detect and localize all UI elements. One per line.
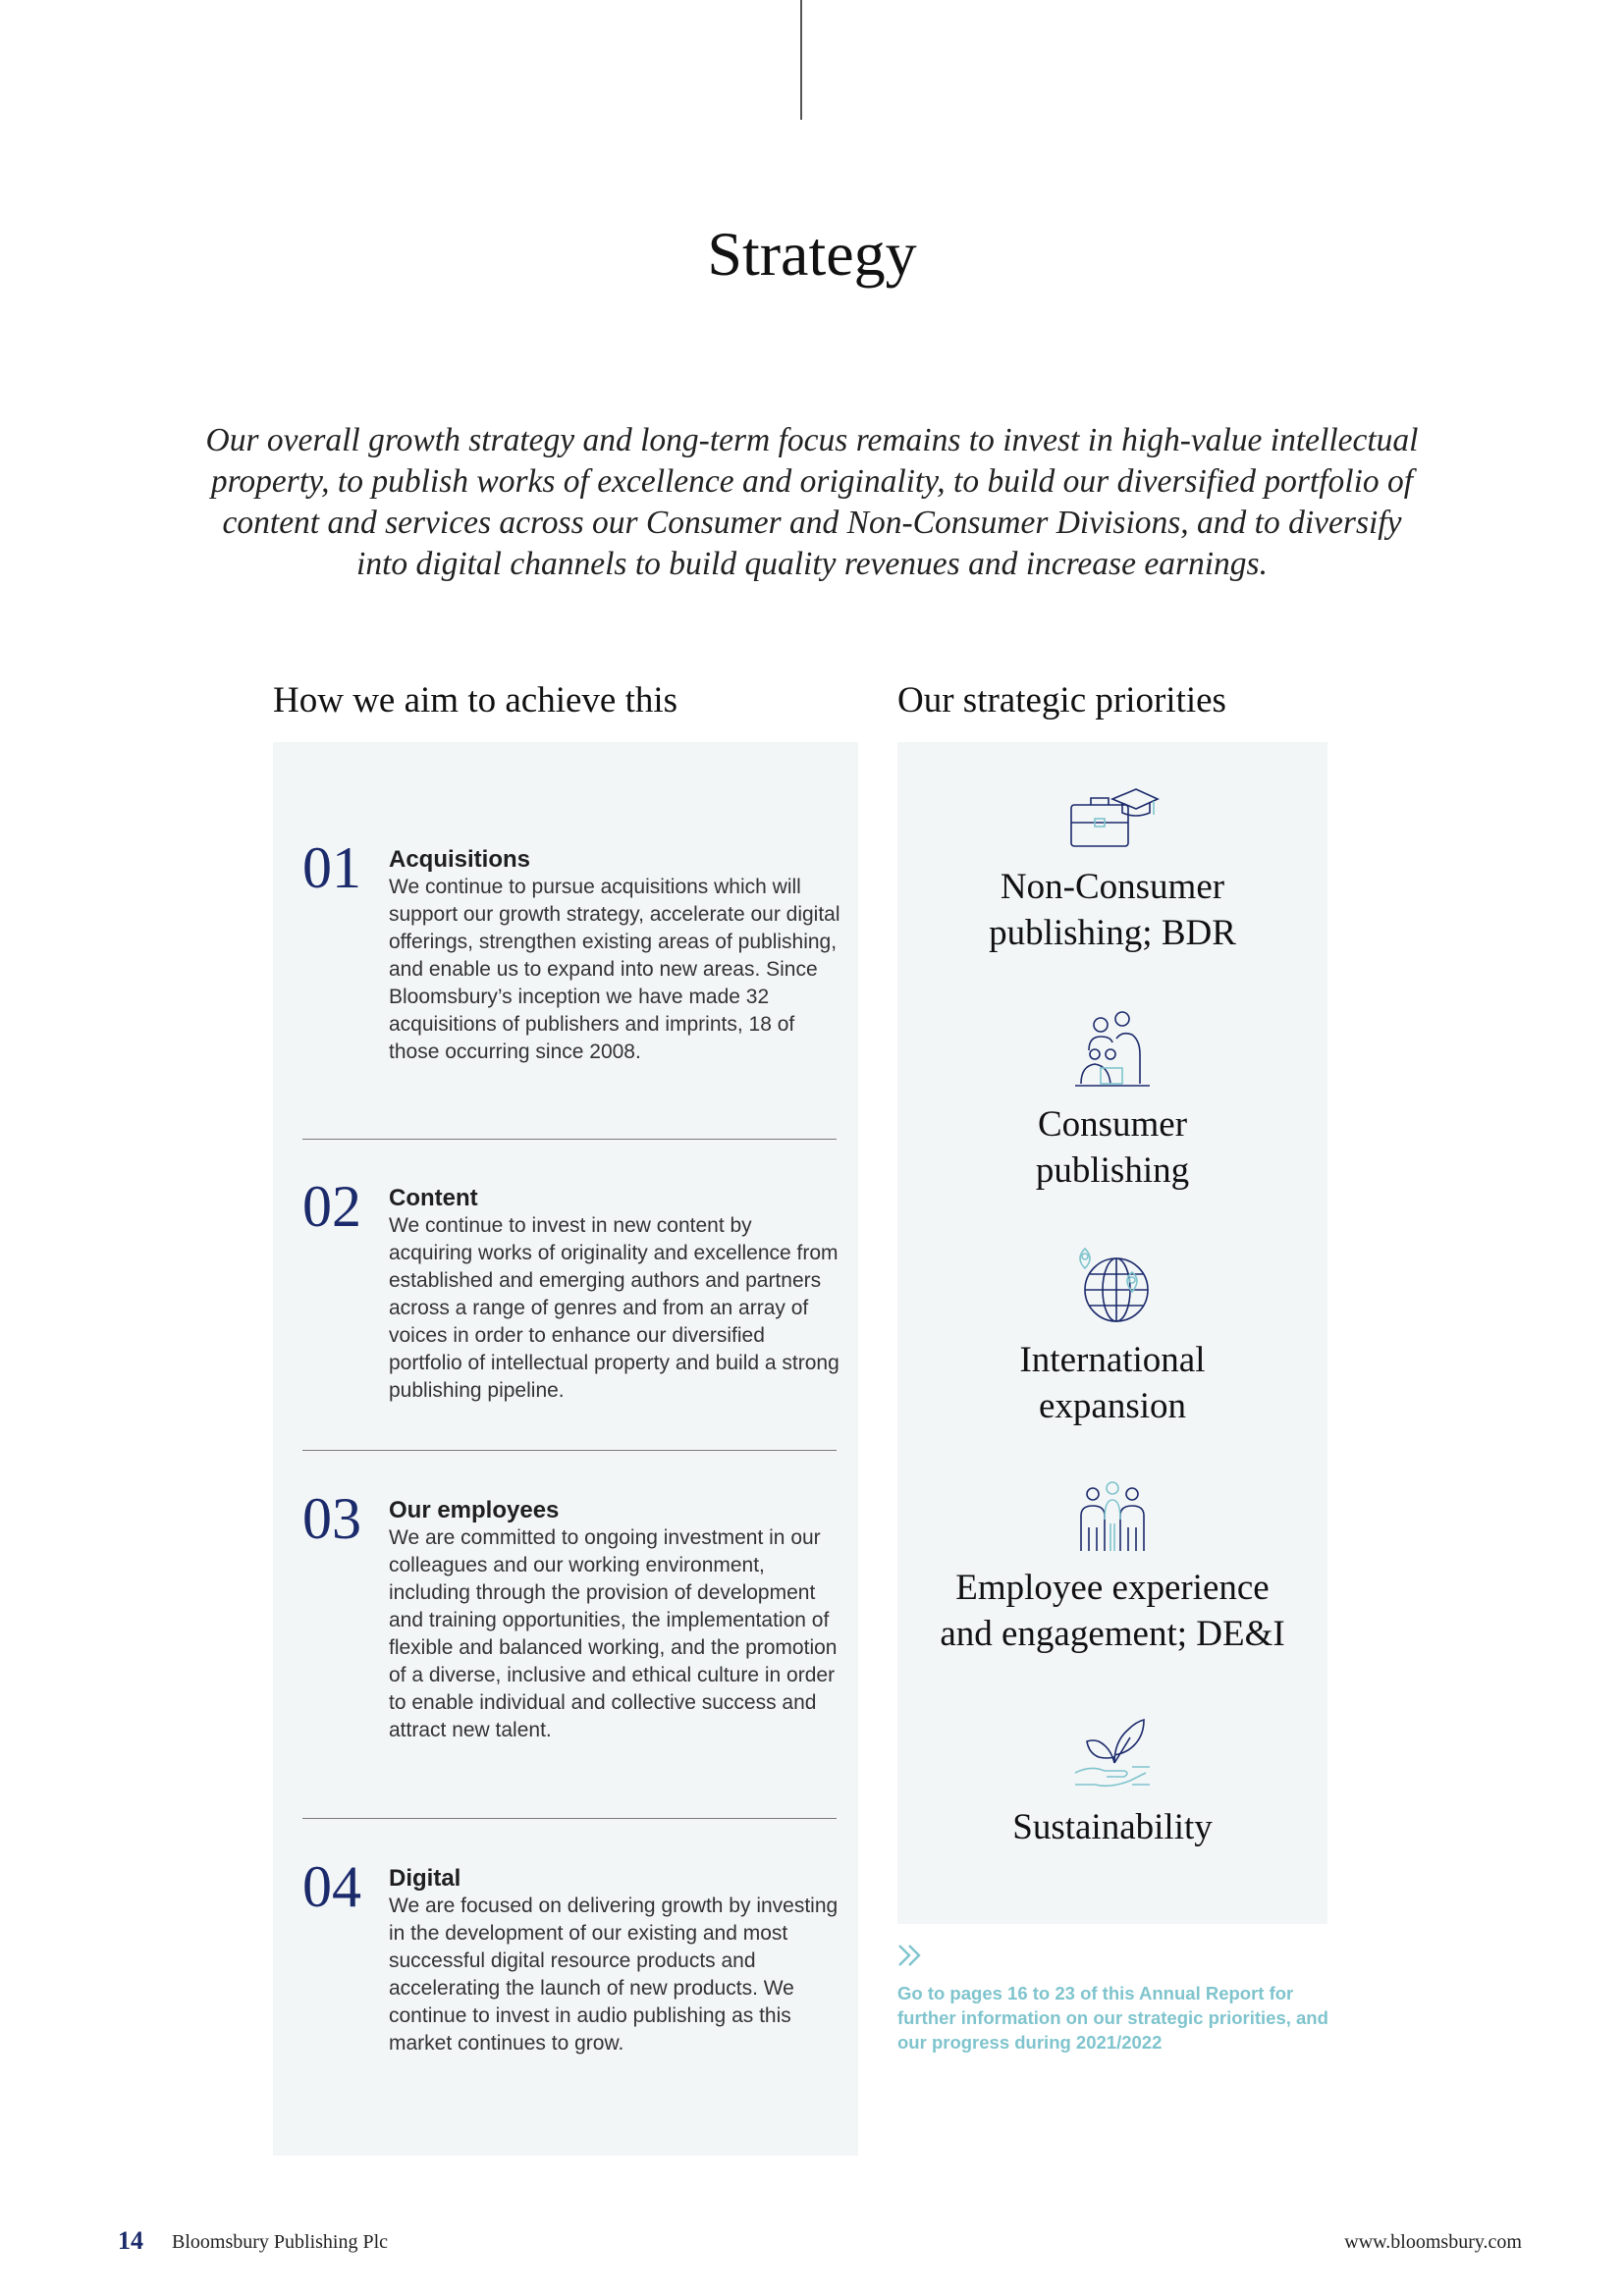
item-title: Acquisitions (389, 846, 531, 873)
priority-label: and engagement; DE&I (940, 1614, 1285, 1654)
priority-label: publishing; BDR (989, 913, 1236, 953)
item-title: Our employees (389, 1497, 560, 1523)
left-column-heading: How we aim to achieve this (273, 680, 678, 721)
item-text: We continue to invest in new content by acquiring works of originality and excellence from established and emerging authors and partners across a range of genres and from an array of voices in order to enhance our diversified portfolio of intellectual property and build a strong publishing pipeline. (389, 1214, 839, 1402)
priority-consumer (897, 1011, 1327, 1194)
priority-label: Consumer (1037, 1104, 1188, 1145)
item-number: 03 (302, 1486, 361, 1551)
priority-label: expansion (1038, 1386, 1187, 1426)
briefcase-graduation-cap-icon (1065, 785, 1160, 852)
divider (302, 1818, 837, 1819)
globe-location-pin-icon (1071, 1245, 1154, 1325)
item-text: We are focused on delivering growth by investing in the development of our existing and most successful digital resource products and accelerating the launch of new products. We continue to invest in audio publishing as this market continues to grow. (389, 1895, 839, 2055)
item-text: We continue to pursue acquisitions which will support our growth strategy, accelerate our digital offerings, strengthen existing areas of publishing, and enable us to expand into new areas. Since Bloomsbury’s inception we have made 32 acquisitions of publishers and imprints, 18 of those occurring since 2008. (389, 876, 840, 1063)
right-column-heading: Our strategic priorities (897, 680, 1226, 721)
priority-label: Sustainability (1012, 1807, 1213, 1847)
footer-website: www.bloomsbury.com (1344, 2231, 1522, 2253)
double-chevron-right-icon (895, 1942, 925, 1969)
item-number: 02 (302, 1174, 361, 1239)
page-title: Strategy (707, 219, 917, 289)
priority-international (897, 1245, 1327, 1429)
priority-sustainability (897, 1712, 1327, 1850)
divider (302, 1450, 837, 1451)
priority-label: Non-Consumer (1000, 867, 1225, 907)
divider (302, 1139, 837, 1140)
item-title: Digital (389, 1865, 461, 1892)
family-reading-icon (1071, 1011, 1154, 1092)
priority-label: publishing (1035, 1150, 1190, 1191)
priority-label: Employee experience (955, 1568, 1270, 1608)
priority-non-consumer (897, 785, 1327, 956)
hand-plant-icon (1071, 1712, 1154, 1792)
cross-reference-note: Go to pages 16 to 23 of this Annual Report for further information on our strategic priorities, and our progress during 2021/2022 (897, 1983, 1328, 2053)
item-title: Content (389, 1185, 478, 1211)
item-number: 04 (302, 1854, 361, 1919)
item-text: We are committed to ongoing investment in our colleagues and our working environment, including through the provision of development and training opportunities, the implementation of flexible and balanced working, and the promotion of a diverse, inclusive and ethical culture in order to enable individual and collective success and attract new talent. (389, 1526, 838, 1741)
item-number: 01 (302, 835, 361, 900)
top-vertical-rule (800, 0, 802, 120)
priority-label: International (1019, 1340, 1206, 1380)
footer-page-number: 14 (118, 2226, 143, 2255)
intro-statement: Our overall growth strategy and long-term focus remains to invest in high-value intellectual property, to publish works of excellence and originality, to build our diversified portfolio of content and services across our Consumer and Non-Consumer Divisions, and to diversify into digital channels to build quality revenues and increase earnings. (205, 422, 1419, 582)
people-group-icon (1071, 1480, 1154, 1555)
footer-company-name: Bloomsbury Publishing Plc (172, 2231, 389, 2253)
priority-employee-experience (897, 1480, 1327, 1657)
